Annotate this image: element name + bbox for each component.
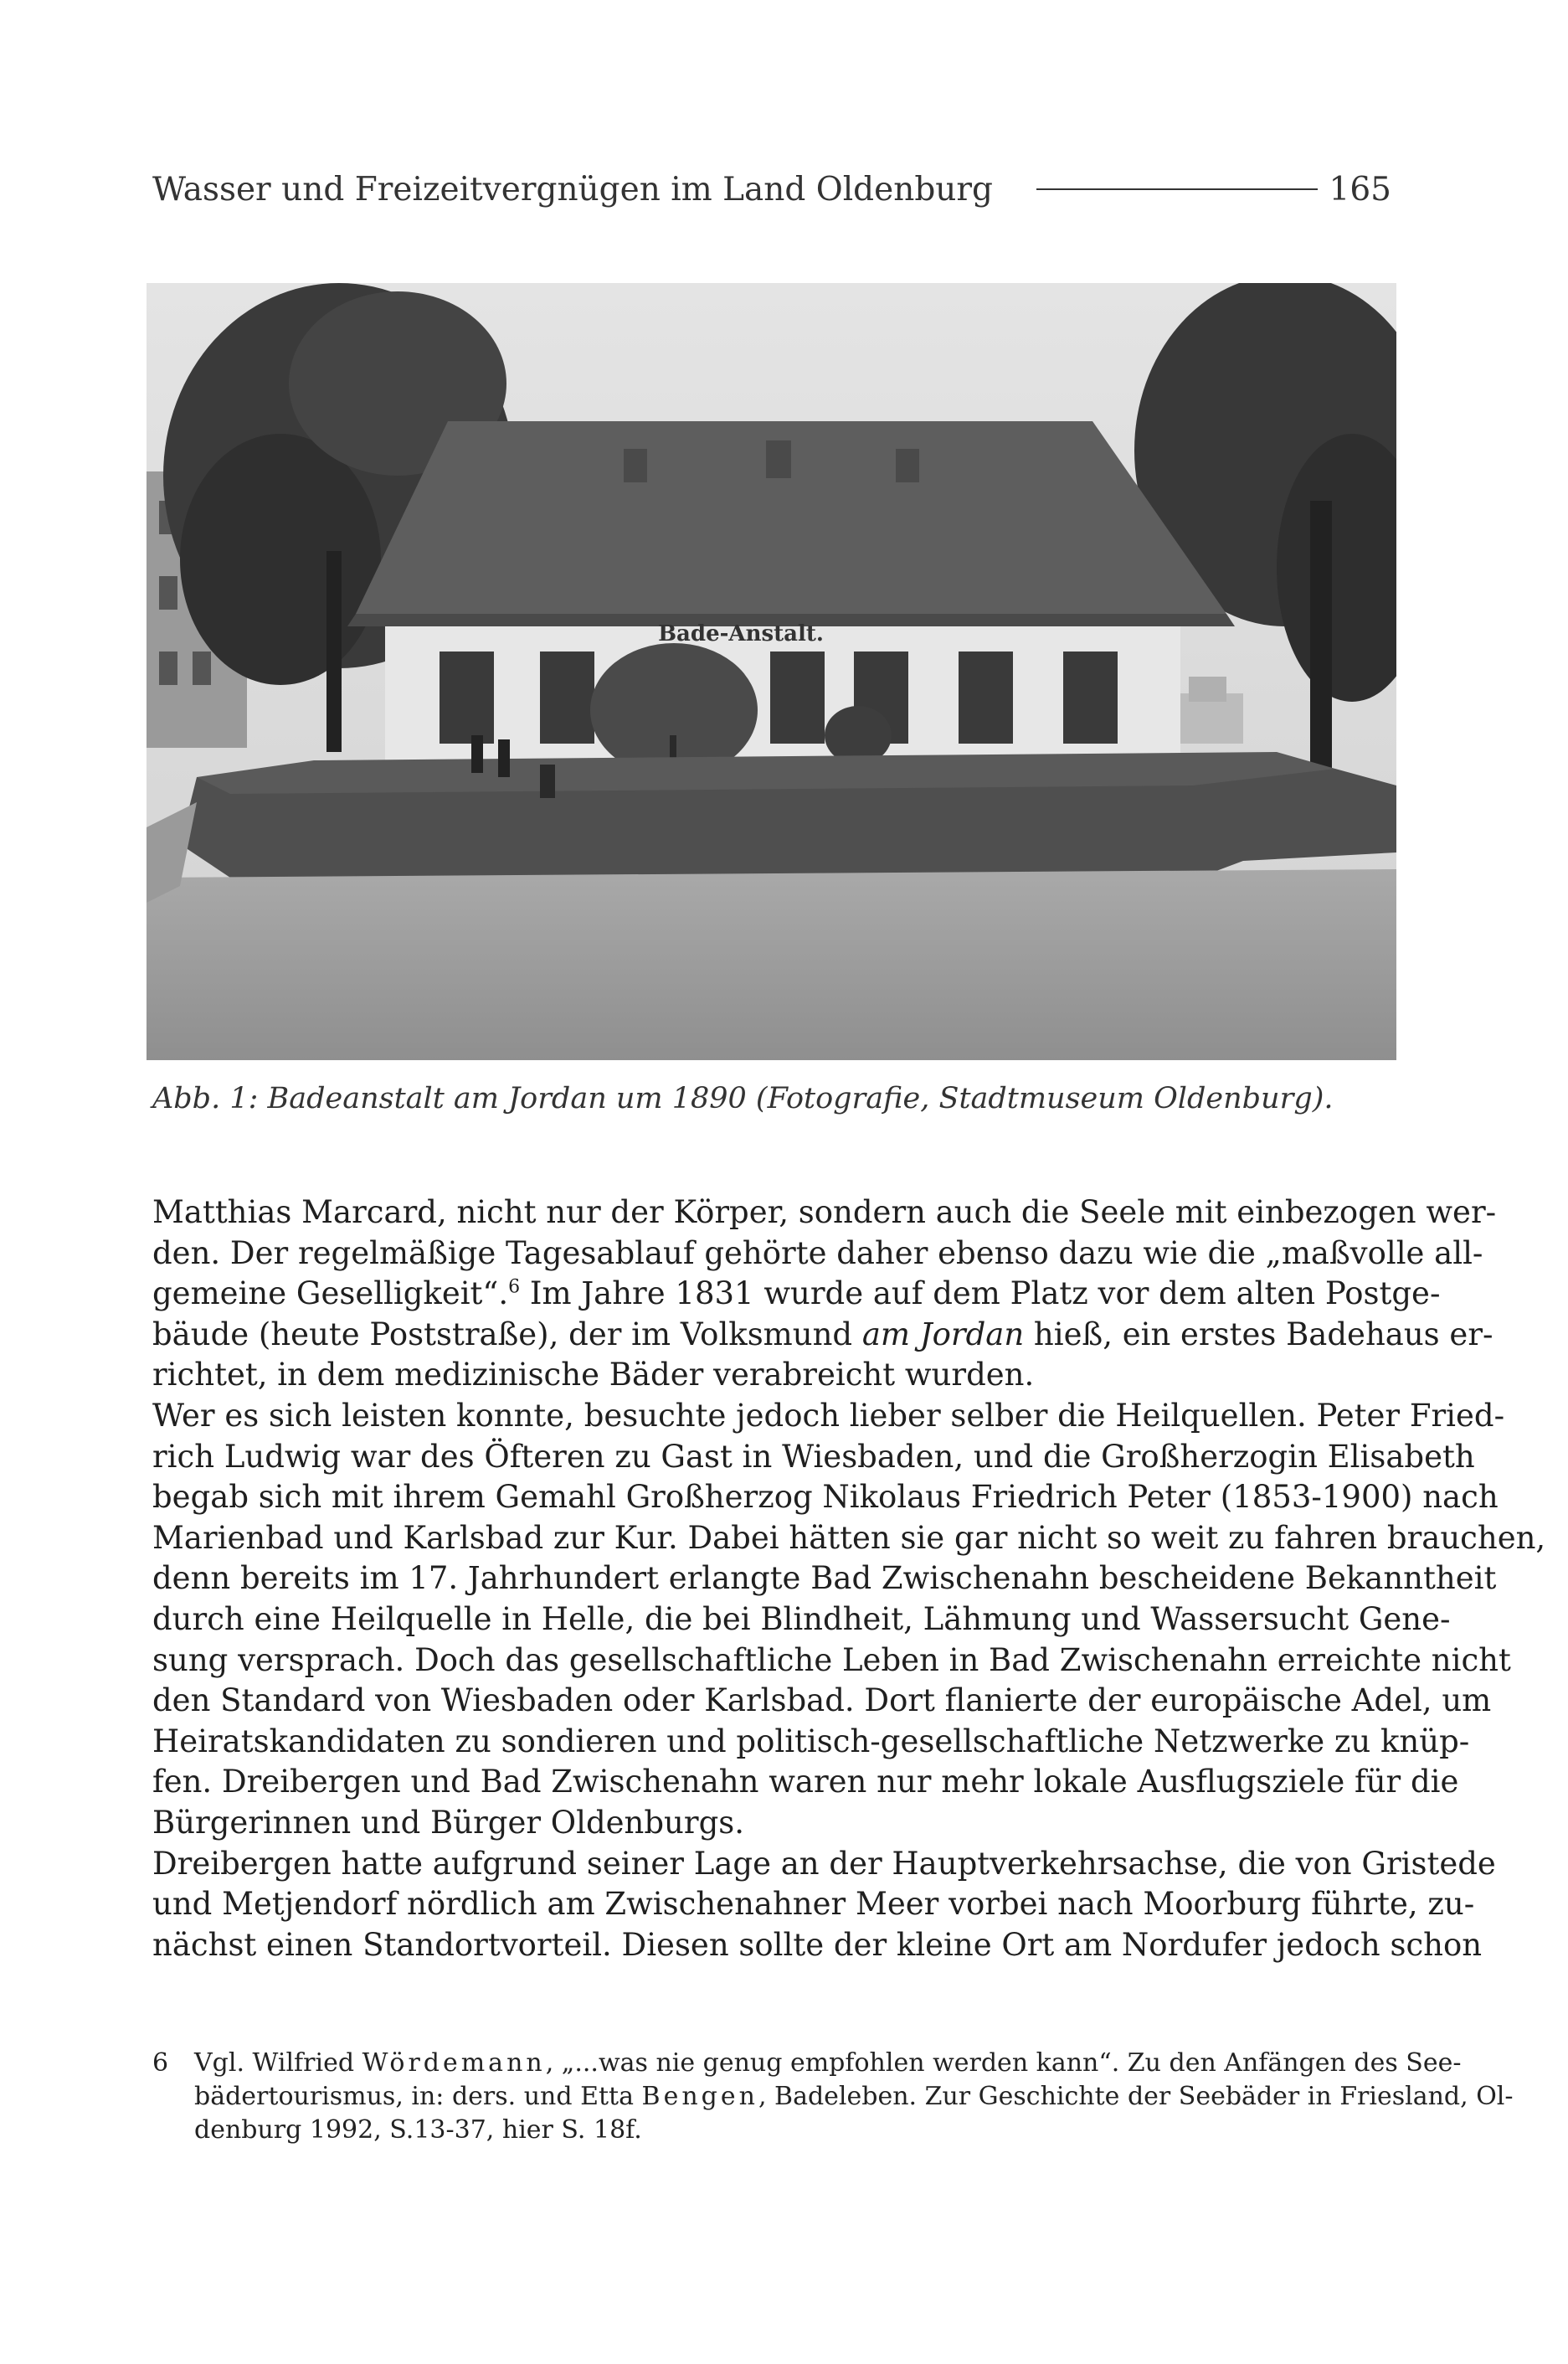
body-line-part: bäude (heute Poststraße), der im Volksmund [152, 1316, 862, 1352]
footnote-text: Vgl. Wilfried [194, 2048, 362, 2078]
body-line: Heiratskandidaten zu sondieren und politisch-gesellschaftliche Netzwerke zu knüp- [152, 1723, 1470, 1759]
body-line [152, 1315, 1493, 1356]
body-line: denn bereits im 17. Jahrhundert erlangte Bad Zwischenahn bescheidene Bekanntheit [152, 1560, 1497, 1597]
body-line-part: gemeine Geselligkeit“. [152, 1275, 509, 1312]
place-name-italic: am Jordan [861, 1316, 1025, 1352]
body-line: Bürgerinnen und Bürger Oldenburgs. [152, 1804, 745, 1841]
figure-caption: Abb. 1: Badeanstalt am Jordan um 1890 (Fotografie, Stadtmuseum Oldenburg). [152, 1082, 1334, 1115]
body-line: Matthias Marcard, nicht nur der Körper, sondern auch die Seele mit einbezogen wer- [152, 1194, 1497, 1230]
footnote-text: , „...was nie genug empfohlen werden kann“. Zu den Anfängen des See- [545, 2048, 1462, 2078]
footnote-author: Wördemann [362, 2048, 546, 2078]
body-line: richtet, in dem medizinische Bäder verabreicht wurden. [152, 1357, 1035, 1393]
running-head [152, 164, 1391, 214]
body-line: Dreibergen hatte aufgrund seiner Lage an der Hauptverkehrsachse, die von Gristede [152, 1845, 1496, 1882]
footnote-line [194, 2080, 1514, 2114]
body-line: und Metjendorf nördlich am Zwischenahner Meer vorbei nach Moorburg führte, zu- [152, 1886, 1475, 1923]
body-line: nächst einen Standortvorteil. Diesen sollte der kleine Ort am Nordufer jedoch schon [152, 1926, 1483, 1963]
footnote-body [194, 2047, 1514, 2147]
body-line [152, 1274, 1441, 1315]
running-head-rule [1036, 188, 1318, 190]
footnote-line [194, 2047, 1462, 2080]
footnote-text: bädertourismus, in: ders. und Etta [194, 2082, 642, 2111]
figure-photograph [147, 283, 1396, 1060]
body-line-part: Im Jahre 1831 wurde auf dem Platz vor dem alten Postge- [520, 1275, 1441, 1312]
footnote-text: , Badeleben. Zur Geschichte der Seebäder in Friesland, Ol- [758, 2082, 1514, 2111]
body-line: durch eine Heilquelle in Helle, die bei Blindheit, Lähmung und Wassersucht Gene- [152, 1600, 1451, 1637]
body-line-part: hieß, ein erstes Badehaus er- [1024, 1316, 1493, 1352]
body-line: den. Der regelmäßige Tagesablauf gehörte daher ebenso dazu wie die „maßvolle all- [152, 1234, 1483, 1271]
body-line: Wer es sich leisten konnte, besuchte jedoch lieber selber die Heilquellen. Peter Fried- [152, 1397, 1505, 1434]
body-line: den Standard von Wiesbaden oder Karlsbad. Dort flanierte der europäische Adel, um [152, 1682, 1492, 1719]
body-line: begab sich mit ihrem Gemahl Großherzog Nikolaus Friedrich Peter (1853-1900) nach [152, 1479, 1499, 1516]
footnote-author: Bengen [641, 2082, 758, 2111]
page-number: 165 [1329, 170, 1391, 209]
footnote [152, 2047, 1514, 2147]
body-line: sung versprach. Doch das gesellschaftliche Leben in Bad Zwischenahn erreichte nicht [152, 1641, 1511, 1678]
footnote-line: denburg 1992, S.13-37, hier S. 18f. [194, 2115, 642, 2145]
body-text [152, 1192, 1546, 1965]
footnote-number: 6 [152, 2048, 169, 2078]
footnote-reference: 6 [508, 1276, 521, 1298]
bade-anstalt-sign: Bade-Anstalt. [658, 621, 824, 646]
body-line: Marienbad und Karlsbad zur Kur. Dabei hätten sie gar nicht so weit zu fahren brauchen, [152, 1519, 1546, 1556]
body-line: fen. Dreibergen und Bad Zwischenahn waren nur mehr lokale Ausflugsziele für die [152, 1764, 1459, 1800]
running-head-title: Wasser und Freizeitvergnügen im Land Oldenburg [152, 170, 994, 209]
body-line: rich Ludwig war des Öfteren zu Gast in Wiesbaden, und die Großherzogin Elisabeth [152, 1438, 1475, 1475]
